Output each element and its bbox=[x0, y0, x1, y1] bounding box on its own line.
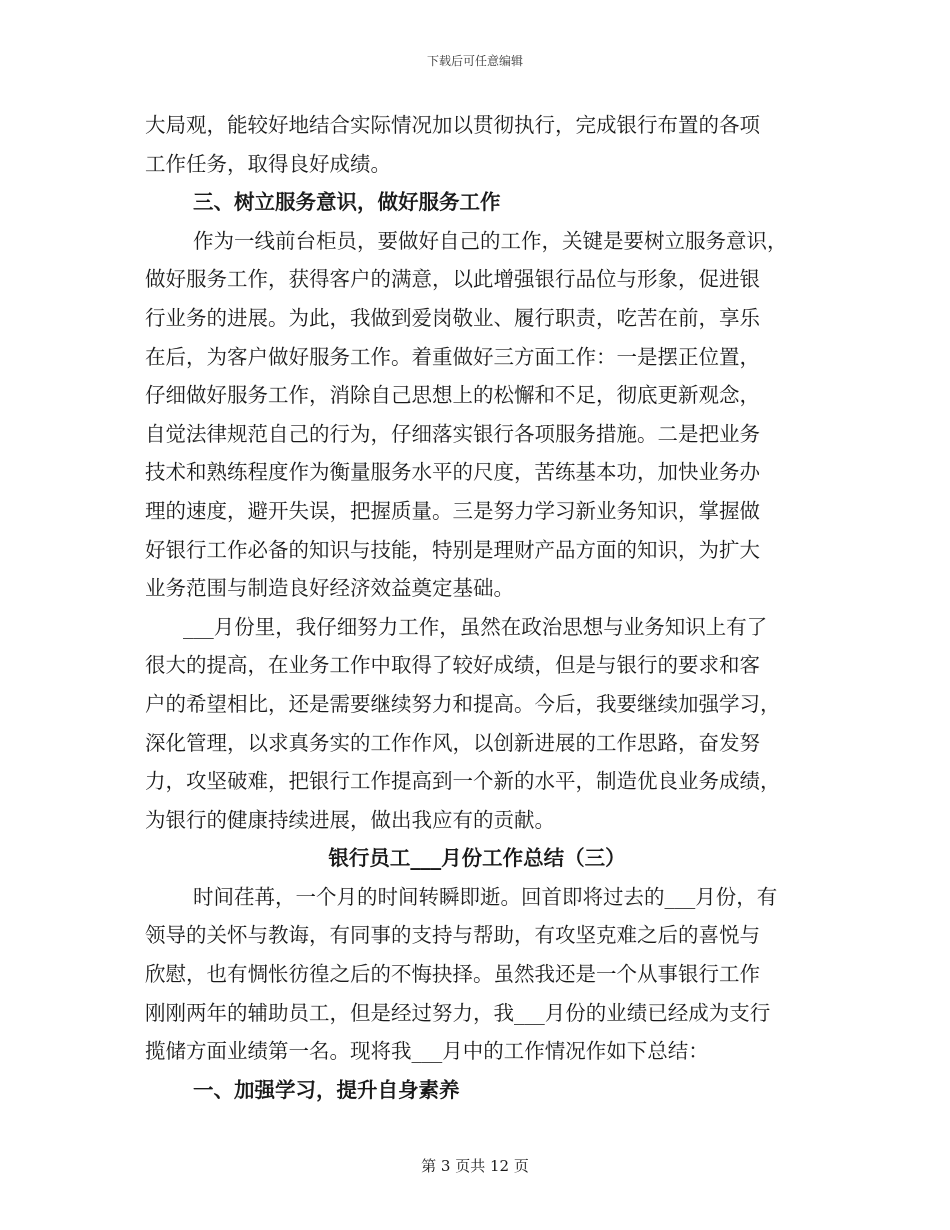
paragraph-line: 揽储方面业绩第一名。现将我___月中的工作情况作如下总结： bbox=[145, 1039, 709, 1064]
paragraph-line: 刚刚两年的辅助员工，但是经过努力，我___月份的业绩已经成为支行 bbox=[145, 1000, 771, 1025]
paragraph-line: 理的速度，避开失误，把握质量。三是努力学习新业务知识，掌握做 bbox=[145, 498, 760, 523]
paragraph-line: 大局观，能较好地结合实际情况加以贯彻执行，完成银行布置的各项 bbox=[145, 113, 760, 137]
section-heading: 三、树立服务意识，做好服务工作 bbox=[193, 190, 501, 215]
paragraph-line: 很大的提高，在业务工作中取得了较好成绩，但是与银行的要求和客 bbox=[145, 653, 760, 678]
paragraph-line: 户的希望相比，还是需要继续努力和提高。今后，我要继续加强学习， bbox=[145, 691, 781, 716]
paragraph-line: 业务范围与制造良好经济效益奠定基础。 bbox=[145, 576, 514, 601]
page-footer: 第 3 页共 12 页 bbox=[421, 1157, 529, 1175]
paragraph-line: 时间荏苒，一个月的时间转瞬即逝。回首即将过去的___月份，有 bbox=[193, 884, 778, 909]
paragraph-line: 在后，为客户做好服务工作。着重做好三方面工作：一是摆正位置， bbox=[145, 344, 760, 369]
paragraph-line: 好银行工作必备的知识与技能，特别是理财产品方面的知识，为扩大 bbox=[145, 537, 760, 562]
paragraph-line: 技术和熟练程度作为衡量服务水平的尺度，苦练基本功，加快业务办 bbox=[145, 460, 760, 485]
paragraph-line: 仔细做好服务工作，消除自己思想上的松懈和不足，彻底更新观念， bbox=[145, 383, 760, 408]
paragraph-line: 行业务的进展。为此，我做到爱岗敬业、履行职责，吃苦在前，享乐 bbox=[145, 305, 760, 330]
document-title: 银行员工___月份工作总结（三） bbox=[328, 846, 626, 871]
section-heading: 一、加强学习，提升自身素养 bbox=[193, 1077, 460, 1102]
paragraph-line: 作为一线前台柜员，要做好自己的工作，关键是要树立服务意识， bbox=[193, 228, 788, 253]
paragraph-line: 力，攻坚破难，把银行工作提高到一个新的水平，制造优良业务成绩， bbox=[145, 769, 781, 794]
page-header: 下载后可任意编辑 bbox=[426, 54, 523, 68]
paragraph-line: 领导的关怀与教诲，有同事的支持与帮助，有攻坚克难之后的喜悦与 bbox=[145, 923, 760, 948]
paragraph-line: 做好服务工作，获得客户的满意，以此增强银行品位与形象，促进银 bbox=[145, 267, 760, 292]
paragraph-line: 工作任务，取得良好成绩。 bbox=[145, 151, 391, 176]
document-body bbox=[145, 106, 809, 1109]
paragraph-line: 为银行的健康持续进展，做出我应有的贡献。 bbox=[145, 807, 555, 832]
paragraph-line: 深化管理，以求真务实的工作作风，以创新进展的工作思路，奋发努 bbox=[145, 730, 760, 755]
paragraph-line: ___月份里，我仔细努力工作，虽然在政治思想与业务知识上有了 bbox=[183, 614, 768, 639]
paragraph-line: 自觉法律规范自己的行为，仔细落实银行各项服务措施。二是把业务 bbox=[145, 421, 760, 446]
paragraph-line: 欣慰，也有惆怅彷徨之后的不悔抉择。虽然我还是一个从事银行工作 bbox=[145, 962, 760, 987]
